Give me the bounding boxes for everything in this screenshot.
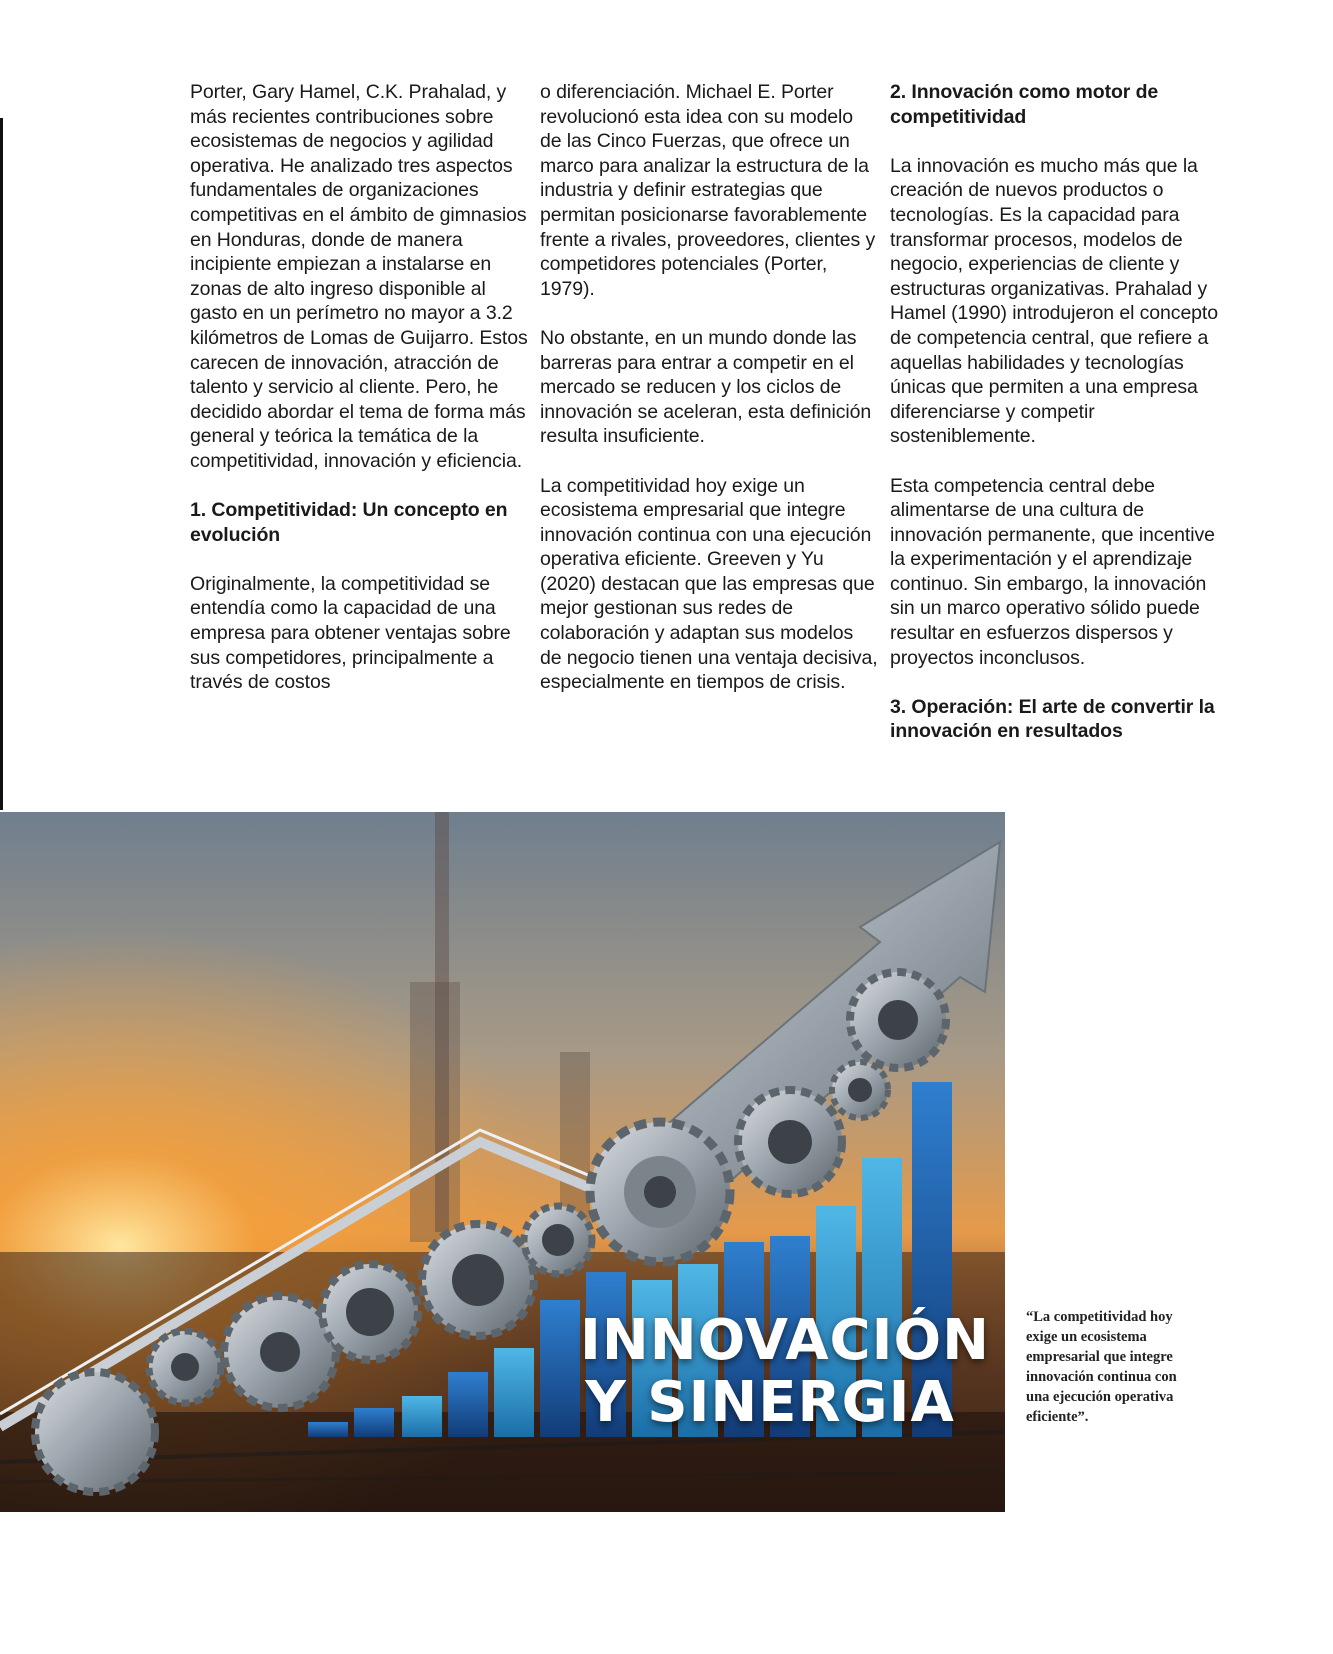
paragraph: Esta competencia central debe alimentarse de una cultura de innovación permanente, que incentive la experimentación y el aprendizaje continuo. Sin embargo, la innovación sin un marco operativo sólido puede resultar en esfuerzos dispersos y proyectos inconclusos.	[890, 474, 1215, 669]
hero-title	[580, 1308, 990, 1435]
section-heading-1: 1. Competitividad: Un concepto en evolución	[190, 499, 508, 546]
paragraph: La innovación es mucho más que la creación de nuevos productos o tecnologías. Es la capacidad para transformar procesos, modelos de negocio, experiencias de cliente y estructuras organizativas. Prahalad y Hamel (1990) introdujeron el concepto de competencia central, que refiere a aquellas habilidades y tecnologías únicas que permiten a una empresa diferenciarse y competir sosteniblemente.	[890, 154, 1218, 448]
hero-title-line-1: INNOVACIÓN	[580, 1308, 990, 1373]
paragraph: Porter, Gary Hamel, C.K. Prahalad, y más recientes contribuciones sobre ecosistemas de negocios y agilidad operativa. He analizado tres aspectos fundamentales de organizaciones competitivas en el ámbito de gimnasios en Honduras, donde de manera incipiente empiezan a instalarse en zonas de alto ingreso disponible al gasto en un perímetro no mayor a 3.2 kilómetros de Lomas de Guijarro. Estos carecen de innovación, atracción de talento y servicio al cliente. Pero, he decidido abordar el tema de forma más general y teórica la temática de la competitividad, innovación y eficiencia.	[190, 81, 528, 472]
text-column-3	[890, 80, 1228, 769]
hero-title-line-2: Y SINERGIA	[585, 1370, 955, 1435]
pull-quote: “La competitividad hoy exige un ecosistema empresarial que integre innovación continua con una ejecución operativa eficiente”.	[1026, 1309, 1177, 1425]
text-column-2	[540, 80, 878, 719]
paragraph: o diferenciación. Michael E. Porter revolucionó esta idea con su modelo de las Cinco Fuerzas, que ofrece un marco para analizar la estructura de la industria y definir estrategias que permitan posicionarse favorablemente frente a rivales, proveedores, clientes y competidores potenciales (Porter, 1979).	[540, 81, 876, 300]
hero-illustration	[0, 812, 1005, 1512]
left-edge-rule	[0, 118, 3, 810]
paragraph: La competitividad hoy exige un ecosistema empresarial que integre innovación continua con una ejecución operativa eficiente. Greeven y Yu (2020) destacan que las empresas que mejor gestionan sus redes de colaboración y adaptan sus modelos de negocio tienen una ventaja decisiva, especialmente en tiempos de crisis.	[540, 474, 878, 694]
section-heading-2: 2. Innovación como motor de competitividad	[890, 81, 1159, 128]
paragraph: Originalmente, la competitividad se entendía como la capacidad de una empresa para obtener ventajas sobre sus competidores, principalmente a través de costos	[190, 572, 511, 694]
text-column-1	[190, 80, 528, 719]
section-heading-3: 3. Operación: El arte de convertir la innovación en resultados	[890, 695, 1215, 743]
paragraph: No obstante, en un mundo donde las barreras para entrar a competir en el mercado se reducen y los ciclos de innovación se aceleran, esta definición resulta insuficiente.	[540, 326, 872, 448]
